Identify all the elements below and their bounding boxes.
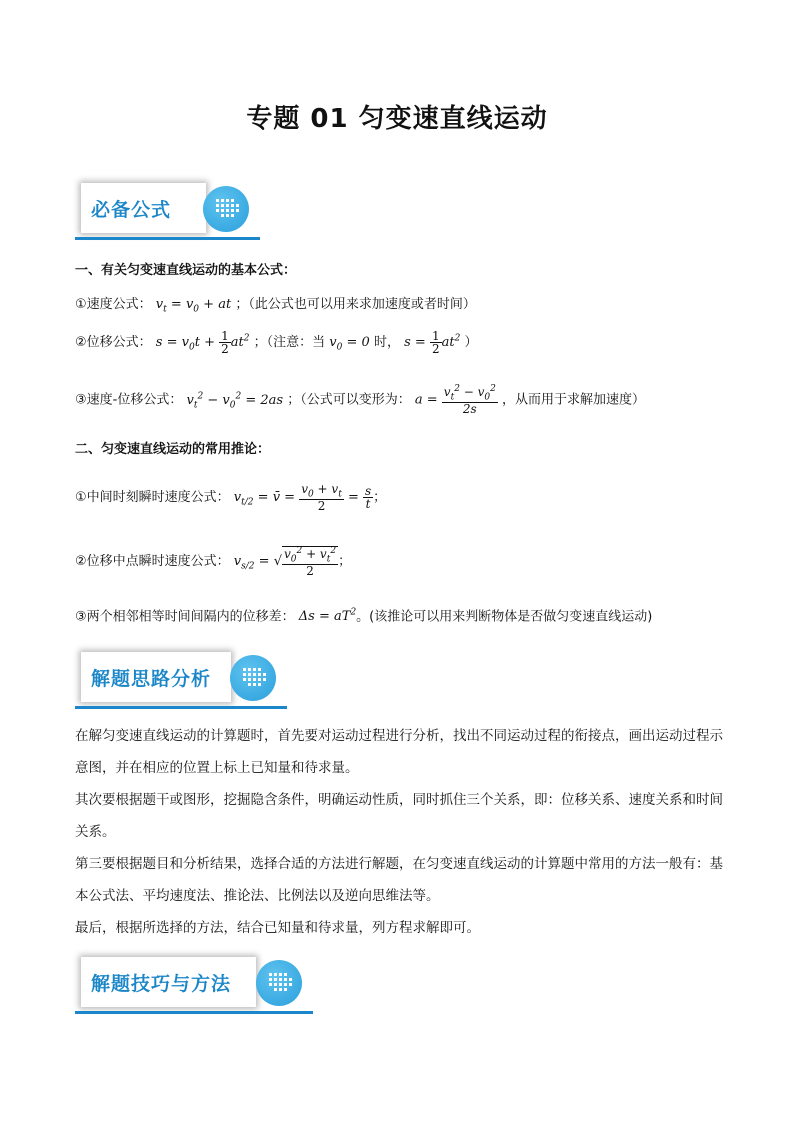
formula-note: 。(该推论可以用来判断物体是否做匀变速直线运动) (356, 609, 653, 625)
formula-note: ；（公式可以变形为： (287, 392, 411, 408)
analysis-paragraph-3: 第三要根据题目和分析结果，选择合适的方法进行解题，在匀变速直线运动的计算题中常用的方法一般有：基本公式法、平均速度法、推论法、比例法以及逆向思维法等。 (75, 856, 723, 904)
page-title: 专题 01 匀变速直线运动 (246, 104, 548, 134)
formula-expression: $v_t = v_0$ + at (155, 297, 232, 315)
section-heading-methods (75, 957, 320, 1019)
subheading-corollaries: 二、匀变速直线运动的常用推论： (75, 442, 271, 457)
formula-expression: a = (414, 392, 442, 408)
formula-velocity (75, 298, 476, 315)
formula-label: ③两个相邻相等时间间隔内的位移差： (75, 609, 295, 625)
analysis-paragraph-1: 在解匀变速直线运动的计算题时，首先要对运动过程进行分析，找出不同运动过程的衔接点，画出运动过程示意图，并在相应的位置上标上已知量和待求量。 (75, 728, 723, 776)
section-heading-box (81, 957, 256, 1007)
corollary-mid-position-velocity: ②位移中点瞬时速度公式： $v_{s/2}$ = √ $\frac{v_0^2 + v_t^2}{2}$ ； (75, 546, 352, 579)
formula-expression: $v_t^2 - v_0^2 = 2as$ (186, 391, 284, 411)
section-heading-box (81, 652, 231, 702)
section-underline (75, 1011, 313, 1014)
formula-expression: $v_{s/2}$ = √ (233, 554, 282, 572)
corollary-mid-time-velocity: ①中间时刻瞬时速度公式： $v_{t/2}$ = v̄ = $\frac{v_0 + v_t}{2}$ = $\frac{s}{t}$ ； (75, 482, 387, 514)
dot-grid-icon (256, 960, 302, 1006)
formula-condition: $v_0 = 0$ (329, 335, 370, 353)
section-heading-formulas (75, 183, 265, 245)
fraction: $\frac{v_t^2 - v_0^2}{2s}$ (443, 384, 496, 417)
formula-note: ；（此公式也可以用来求加速度或者时间） (235, 297, 476, 312)
fraction: $\frac{1}{2}$ (221, 329, 229, 356)
formula-label: ②位移公式： (75, 335, 152, 350)
subheading-basic-formulas: 一、有关匀变速直线运动的基本公式： (75, 263, 297, 278)
formula-label: ②位移中点瞬时速度公式： (75, 554, 230, 570)
dot-grid-icon (230, 655, 276, 701)
formula-note: ；（注意：当 (253, 335, 326, 350)
corollary-displacement-difference (75, 609, 652, 623)
section-heading-label: 解题技巧与方法 (91, 972, 232, 995)
fraction: $\frac{1}{2}$ (431, 329, 440, 356)
formula-velocity-displacement (75, 385, 645, 415)
formula-expression: s = (404, 335, 430, 350)
formula-note: ，从而用于求解加速度） (502, 392, 646, 408)
formula-displacement: ②位移公式： $s = v_0t$ + $\frac{1}{2}$ $at^2$ ；（注意：当 $v_0 = 0$ 时， s = $\frac{1}{2}$ $at^2$ ） (75, 329, 478, 356)
section-underline (75, 237, 260, 240)
section-underline (75, 706, 287, 709)
formula-note: 时， (373, 335, 400, 350)
formula-label: ①中间时刻瞬时速度公式： (75, 490, 230, 506)
formula-expression: $s = v_0t$ + (155, 335, 220, 353)
dot-grid-icon (203, 186, 249, 232)
analysis-paragraph-4: 最后，根据所选择的方法，结合已知量和待求量，列方程求解即可。 (75, 920, 480, 936)
fraction: $\frac{v_0^2 + v_t^2}{2}$ (284, 546, 337, 579)
analysis-paragraph-2: 其次要根据题干或图形，挖掘隐含条件，明确运动性质，同时抓住三个关系，即：位移关系、速度关系和时间关系。 (75, 792, 723, 840)
section-heading-box (81, 183, 206, 233)
formula-expression: $\Delta s = aT^2$ (298, 608, 357, 625)
formula-note: ） (464, 335, 478, 350)
section-heading-label: 解题思路分析 (91, 667, 212, 690)
fraction: $\frac{v_0 + v_t}{2}$ (301, 482, 342, 514)
formula-label: ①速度公式： (75, 297, 152, 312)
fraction: $\frac{s}{t}$ (364, 484, 372, 512)
section-heading-analysis (75, 652, 295, 714)
formula-expression: $v_{t/2}$ = v̄ = (233, 490, 300, 508)
section-heading-label: 必备公式 (91, 198, 172, 221)
formula-label: ③速度-位移公式： (75, 392, 183, 408)
